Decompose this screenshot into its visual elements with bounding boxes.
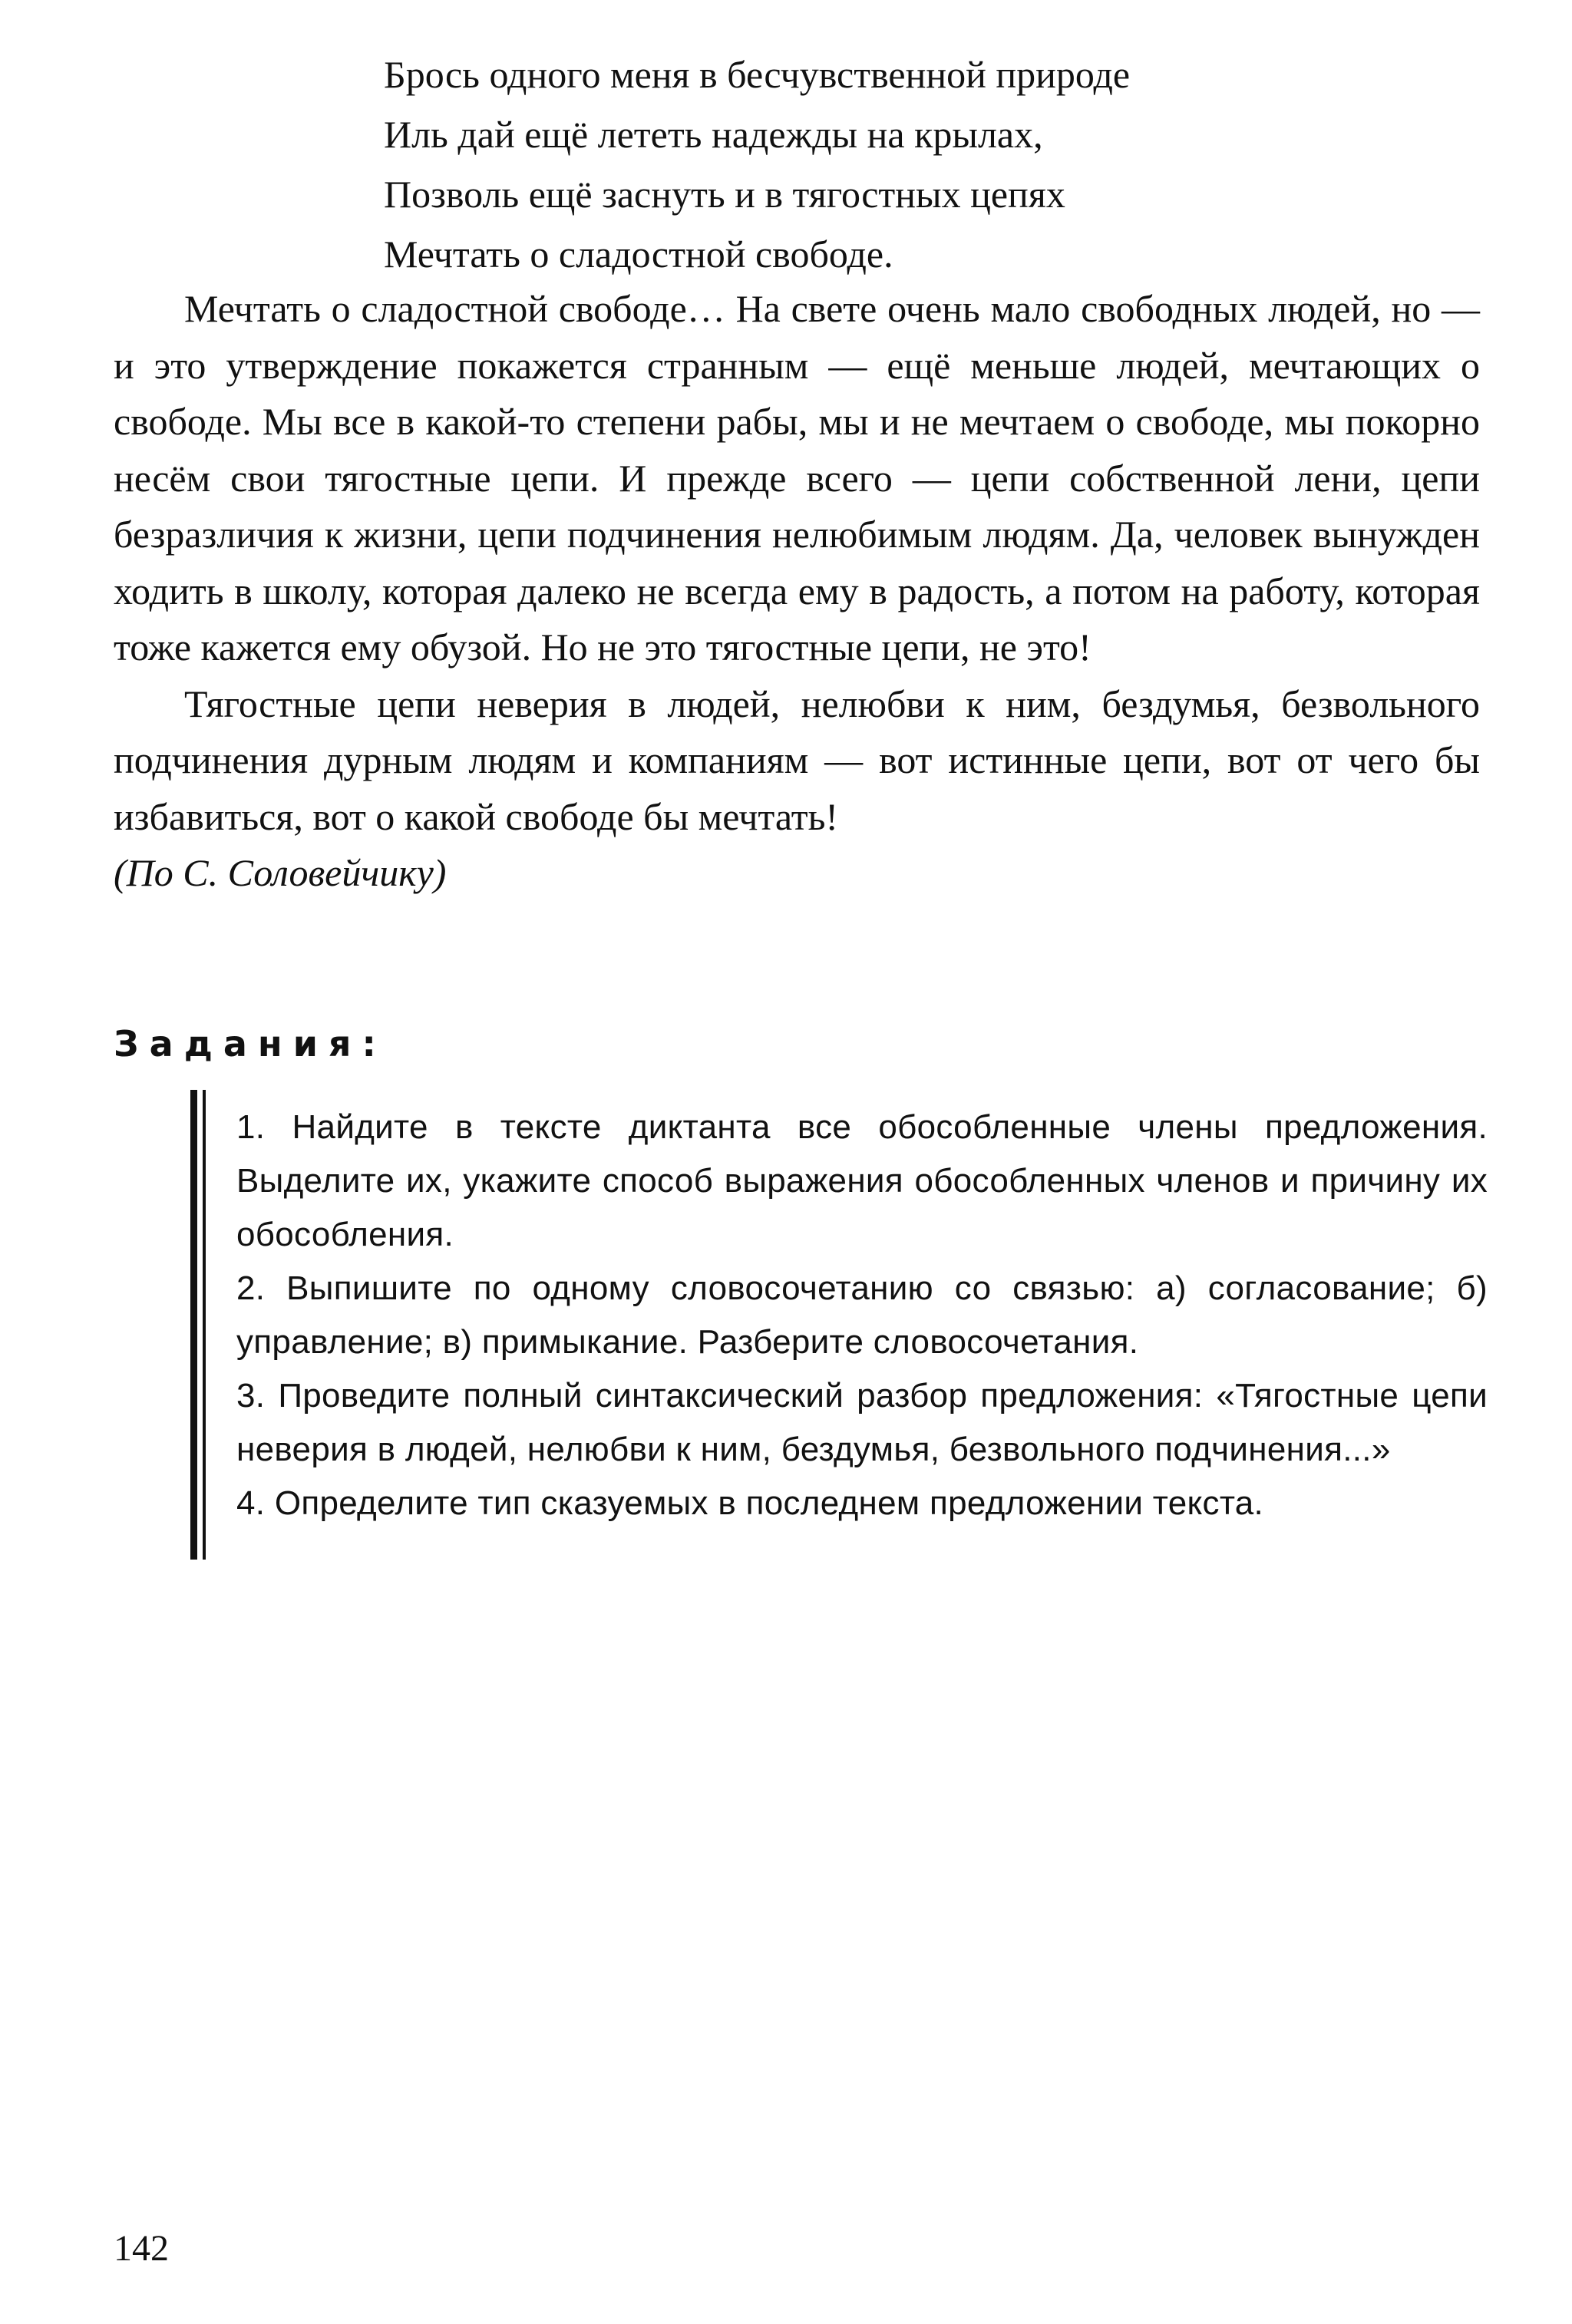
poem-line: Брось одного меня в бесчувственной природе [384,53,1131,96]
poem-stanza [384,45,1458,284]
prose-paragraph: Тягостные цепи неверия в людей, нелюбви к ним, бездумья, безвольного подчинения дурным людям и компаниям — вот истинные цепи, вот от чего бы избавиться, вот о какой свободе бы мечтать! [114,682,1480,838]
tasks-list [236,1101,1488,1530]
tasks-block [190,1090,1488,1558]
poem-line: Иль дай ещё лететь надежды на крылах, [384,113,1043,156]
prose-paragraph: Мечтать о сладостной свободе… На свете очень мало свободных людей, но — и это утверждение покажется странным — ещё меньше людей, мечтающих о свободе. Мы все в какой-то степени рабы, мы и не мечтаем о свободе, мы покорно несём свои тягостные цепи. И прежде всего — цепи собственной лени, цепи безразличия к жизни, цепи подчинения нелюбимым людям. Да, человек вынужден ходить в школу, которая далеко не всегда ему в радость, а потом на работу, которая тоже кажется ему обузой. Но не это тягостные цепи, не это! [114,287,1480,668]
source-attribution: (По С. Соловейчику) [114,851,447,894]
page-number: 142 [114,2228,169,2269]
task-item: 3. Проведите полный синтаксический разбор предложения: «Тягостные цепи неверия в людей, нелюбви к ним, бездумья, безвольного подчинения...» [236,1377,1488,1468]
task-item: 4. Определите тип сказуемых в последнем предложении текста. [236,1484,1264,1522]
task-item: 1. Найдите в тексте диктанта все обособленные члены предложения. Выделите их, укажите способ выражения обособленных членов и причину их обособления. [236,1108,1488,1253]
dictation-text [114,281,1480,902]
poem-line: Мечтать о сладостной свободе. [384,233,893,276]
tasks-heading: Задания: [114,1023,387,1065]
poem-line: Позволь ещё заснуть и в тягостных цепях [384,173,1065,216]
task-item: 2. Выпишите по одному словосочетанию со связью: а) согласование; б) управление; в) примыкание. Разберите словосочетания. [236,1269,1488,1361]
margin-rule-thick [190,1090,197,1560]
margin-rule-thin [203,1090,206,1560]
